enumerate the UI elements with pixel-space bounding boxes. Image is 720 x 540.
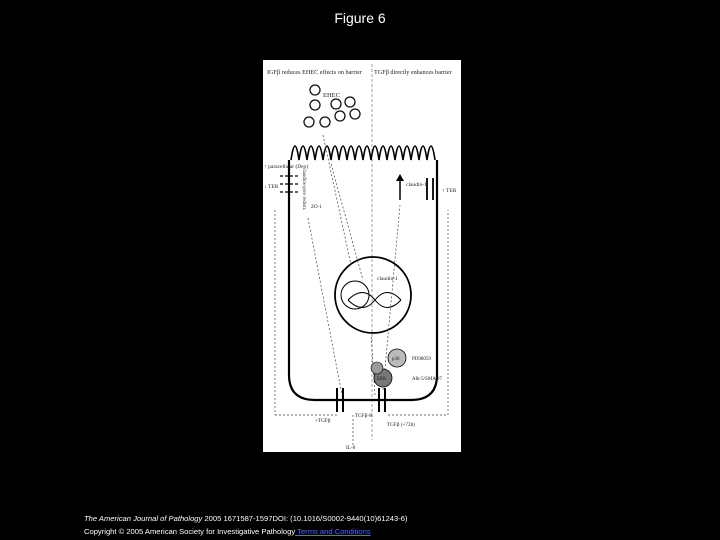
alk5-label: Alk-5/SMAD7 (412, 377, 443, 382)
footer-citation (84, 514, 408, 523)
right-junction (427, 178, 433, 200)
cell-diagram (263, 60, 461, 452)
ehec-label: EHEC (323, 92, 340, 99)
terms-and-conditions-link[interactable]: Terms and Conditions (295, 527, 371, 536)
copyright-text: Copyright © 2005 American Society for Investigative Pathology (84, 527, 296, 536)
paracellular-label: ↑ paracellular (Dex) (264, 164, 309, 170)
citation-text: 2005 1671587-1597DOI: (10.1016/S0002-9440(10)61243-6) (202, 514, 408, 523)
left-ter-label: ↓ TER (264, 184, 279, 190)
p38-label: p38 (392, 357, 400, 362)
slide-title: Figure 6 (334, 10, 386, 26)
figure-image (263, 60, 461, 452)
il8-label: IL-8 (346, 445, 356, 451)
claudin-up-arrow-head (396, 174, 404, 181)
zo-label: ZO-1 (311, 205, 322, 210)
tgfb-bottom-left-label: +TGFβ (315, 418, 331, 424)
smad-molecule (371, 362, 383, 374)
footer-copyright (84, 527, 371, 536)
right-panel-title: TGFβ directly enhances barrier (374, 69, 452, 76)
nucleus (335, 257, 411, 333)
microvilli (291, 146, 435, 160)
pd98059-label: PD98059 (412, 357, 431, 362)
claudins-label: claudins-pore redistr. (301, 168, 306, 211)
tgfb-receptor-label: TGFβ-R (355, 413, 373, 419)
right-ter-label: ↑ TER (442, 188, 457, 194)
left-panel-title: IGFβ reduces EHEC effects on barrier (267, 69, 362, 76)
nucleus-claudin-label: claudin-1 (377, 276, 398, 282)
dna-strand-2 (348, 293, 401, 308)
erk-label: ERK (377, 377, 387, 382)
tgfb-72h-label: TGFβ (+72h) (387, 422, 415, 428)
journal-name: The American Journal of Pathology (84, 514, 203, 523)
claudin-up-label: claudin-1 (406, 182, 427, 188)
